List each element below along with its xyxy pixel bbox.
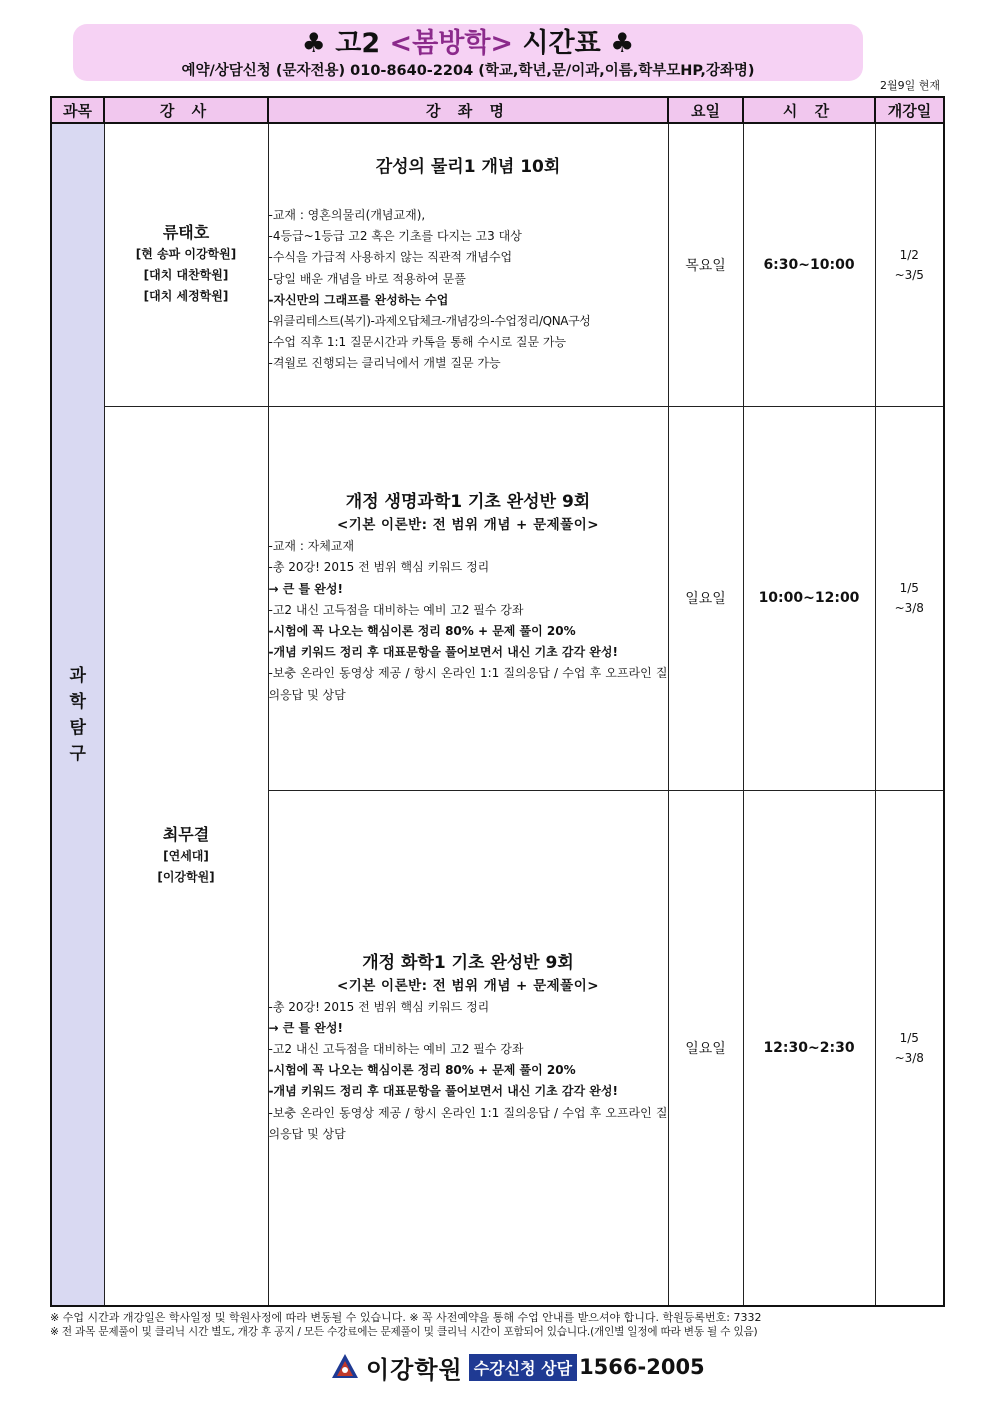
- timetable: [50, 96, 945, 1307]
- teacher-name: 최무결: [162, 824, 210, 844]
- open-start: 1/5: [899, 581, 919, 595]
- teacher-cell: [104, 123, 268, 406]
- course-line: → 큰 틀 완성!: [268, 581, 343, 596]
- course-line: -개념 키워드 정리 후 대표문항을 풀어보면서 내신 기초 감각 완성!: [268, 1084, 618, 1099]
- open-end: ~3/5: [894, 267, 924, 282]
- day-cell: 목요일: [668, 123, 743, 406]
- time-cell: 6:30~10:00: [743, 123, 875, 406]
- time-cell: 10:00~12:00: [743, 406, 875, 790]
- footer-note: ※ 전 과목 문제풀이 및 클리닉 시간 별도, 개강 후 공지 / 모든 수강료에는 문제풀이 및 클리닉 시간이 포함되어 있습니다.(개인별 일정에 따라 변동 될 수 있음): [50, 1326, 758, 1338]
- title-prefix: ♣ 고2: [301, 28, 390, 59]
- col-subject: 과목: [51, 97, 104, 123]
- course-line: → 큰 틀 완성!: [268, 1020, 343, 1035]
- course-line: -수업 직후 1:1 질문시간과 카톡을 통해 수시로 질문 가능: [268, 335, 567, 350]
- course-cell: [268, 790, 668, 1306]
- open-start: 1/5: [899, 1030, 919, 1045]
- header-row: [51, 97, 944, 123]
- course-line: -보충 온라인 동영상 제공 / 항시 온라인 1:1 질의응답 / 수업 후 오프라인 질의응답 및 상담: [268, 666, 668, 702]
- course-cell: [268, 123, 668, 406]
- subject-char: 구: [69, 743, 86, 764]
- subject-char: 학: [69, 691, 86, 712]
- teacher-credential: [대치 세정학원]: [143, 289, 229, 304]
- footer-note: ※ 수업 시간과 개강일은 학사일정 및 학원사정에 따라 변동될 수 있습니다. ※ 꼭 사전예약을 통해 수업 안내를 받으셔야 합니다. 학원등록번호: 7332: [50, 1311, 762, 1324]
- course-line: -총 20강! 2015 전 범위 핵심 키워드 정리: [268, 999, 490, 1014]
- day-cell: 일요일: [668, 790, 743, 1306]
- as-of-date: 2월9일 현재: [880, 79, 940, 92]
- academy-name: 이강학원: [366, 1355, 463, 1384]
- subject-char: 과: [69, 665, 86, 686]
- course-cell: [268, 406, 668, 790]
- open-date-cell: [875, 123, 944, 406]
- course-line: -보충 온라인 동영상 제공 / 항시 온라인 1:1 질의응답 / 수업 후 오프라인 질의응답 및 상담: [268, 1105, 668, 1141]
- title-accent: <봄방학>: [389, 28, 514, 59]
- course-title: 개정 화학1 기초 완성반 9회: [362, 952, 574, 973]
- teacher-cell: [104, 406, 268, 1306]
- academy-logo: [330, 1350, 705, 1384]
- course-line: -고2 내신 고득점을 대비하는 예비 고2 필수 강좌: [268, 1041, 524, 1056]
- registration-label: 수강신청 상담: [469, 1354, 577, 1381]
- academy-phone: 1566-2005: [579, 1355, 705, 1379]
- time-cell: 12:30~2:30: [743, 790, 875, 1306]
- course-title: 개정 생명과학1 기초 완성반 9회: [345, 492, 591, 513]
- course-line: -위클리테스트(복기)-과제오답체크-개념강의-수업정리/QNA구성: [268, 313, 591, 328]
- open-date-cell: [875, 406, 944, 790]
- course-line: -개념 키워드 정리 후 대표문항을 풀어보면서 내신 기초 감각 완성!: [268, 645, 618, 660]
- col-day: 요일: [668, 97, 743, 123]
- course-line: -자신만의 그래프를 완성하는 수업: [268, 292, 449, 307]
- col-course: 강 좌 명: [268, 97, 668, 123]
- open-date-cell: [875, 790, 944, 1306]
- course-line: -시험에 꼭 나오는 핵심이론 정리 80% + 문제 풀이 20%: [268, 624, 576, 638]
- course-title: 감성의 물리1 개념 10회: [375, 156, 561, 177]
- academy-emblem-icon: [330, 1352, 360, 1382]
- table-row: [51, 406, 944, 790]
- col-open: 개강일: [875, 97, 944, 123]
- course-subtitle: <기본 이론반: 전 범위 개념 + 문제풀이>: [336, 517, 600, 534]
- course-line: -교재 : 영혼의물리(개념교재),: [268, 207, 426, 222]
- contact-subtitle: 예약/상담신청 (문자전용) 010-8640-2204 (학교,학년,문/이과,이름,학부모HP,강좌명): [181, 63, 755, 79]
- course-line: -시험에 꼭 나오는 핵심이론 정리 80% + 문제 풀이 20%: [268, 1063, 576, 1078]
- course-subtitle: <기본 이론반: 전 범위 개념 + 문제풀이>: [336, 977, 600, 994]
- course-line: -당일 배운 개념을 바로 적용하여 문풀: [268, 271, 466, 286]
- col-time: 시 간: [743, 97, 875, 123]
- col-teacher: 강 사: [104, 97, 268, 123]
- teacher-credential: [연세대]: [163, 848, 209, 863]
- open-start: 1/2: [899, 247, 919, 262]
- teacher-credential: [대치 대찬학원]: [143, 268, 229, 283]
- title-suffix: 시간표 ♣: [513, 28, 635, 59]
- subject-char: 탐: [69, 717, 86, 738]
- open-end: ~3/8: [894, 601, 924, 615]
- teacher-credential: [현 송파 이강학원]: [135, 247, 237, 262]
- course-line: -총 20강! 2015 전 범위 핵심 키워드 정리: [268, 560, 490, 575]
- table-row: [51, 123, 944, 406]
- footer-notes: [50, 1311, 950, 1339]
- open-end: ~3/8: [894, 1050, 924, 1065]
- subject-cell: [51, 123, 104, 1306]
- page-title: [73, 26, 863, 62]
- course-line: -교재 : 자체교재: [268, 539, 355, 554]
- teacher-name: 류태호: [162, 223, 210, 243]
- day-cell: 일요일: [668, 406, 743, 790]
- course-line: -고2 내신 고득점을 대비하는 예비 고2 필수 강좌: [268, 602, 524, 617]
- course-line: -격월로 진행되는 클리닉에서 개별 질문 가능: [268, 356, 501, 371]
- teacher-credential: [이강학원]: [157, 869, 215, 884]
- course-line: -수식을 가급적 사용하지 않는 직관적 개념수업: [268, 250, 513, 265]
- title-banner: [73, 24, 863, 81]
- course-line: -4등급~1등급 고2 혹은 기초를 다지는 고3 대상: [268, 229, 522, 244]
